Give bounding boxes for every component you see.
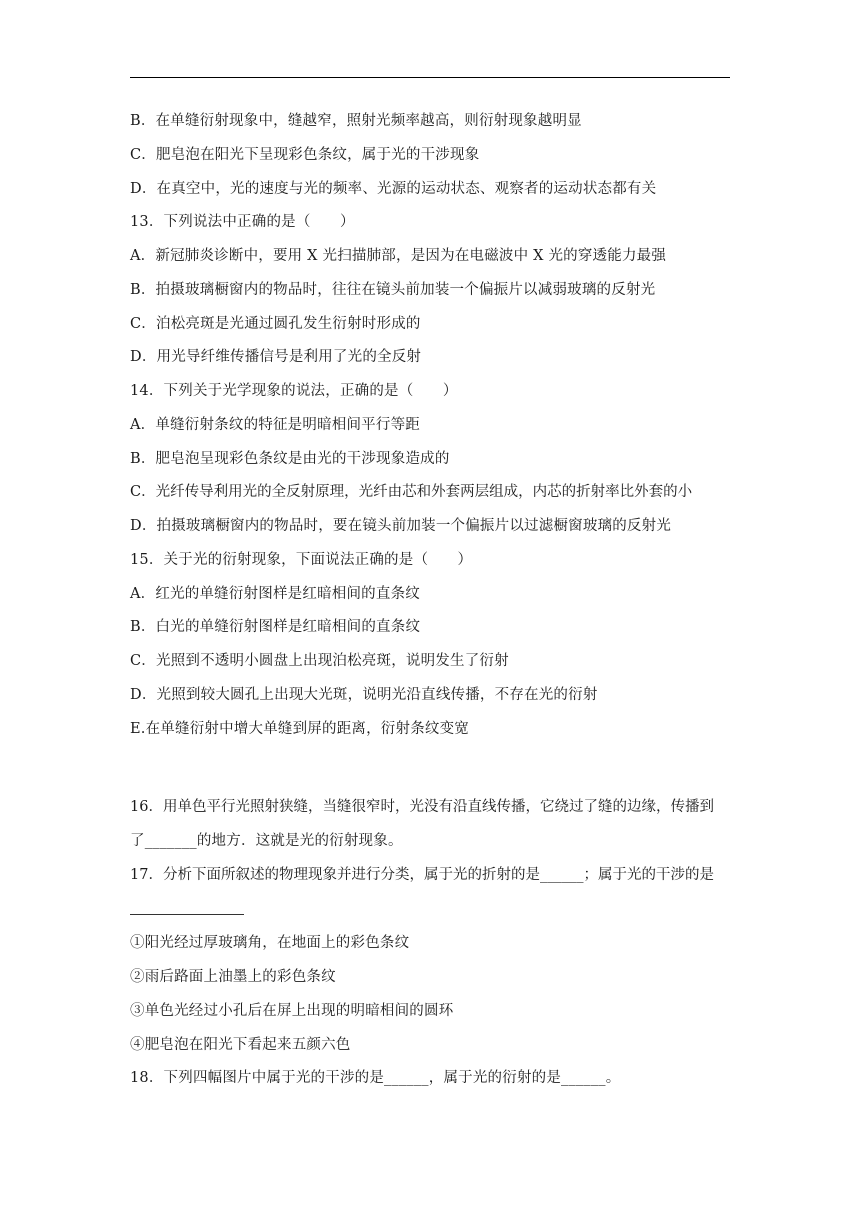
q14-option-b: B．肥皂泡呈现彩色条纹是由光的干涉现象造成的 (130, 451, 450, 467)
q15-option-b: B．白光的单缝衍射图样是红暗相间的直条纹 (130, 619, 421, 635)
q15-option-e: E.在单缝衍射中增大单缝到屏的距离，衍射条纹变宽 (130, 721, 469, 737)
q15-option-a: A．红光的单缝衍射图样是红暗相间的直条纹 (130, 586, 420, 602)
q16-stem-line1: 16．用单色平行光照射狭缝，当缝很窄时，光没有沿直线传播，它绕过了缝的边缘，传播到 (130, 799, 714, 815)
q13-option-d: D．用光导纤维传播信号是利用了光的全反射 (130, 349, 422, 365)
q14-option-c: C．光纤传导利用光的全反射原理，光纤由芯和外套两层组成，内芯的折射率比外套的小 (130, 484, 693, 500)
q15-option-d: D．光照到较大圆孔上出现大光斑，说明光沿直线传播，不存在光的衍射 (130, 687, 598, 703)
q17-answer-blank (130, 914, 244, 915)
q17-stem: 17．分析下面所叙述的物理现象并进行分类，属于光的折射的是______；属于光的干涉的是 (130, 867, 714, 883)
q15-stem: 15．关于光的衍射现象，下面说法正确的是（ ） (130, 552, 473, 568)
q14-option-a: A．单缝衍射条纹的特征是明暗相间平行等距 (130, 417, 420, 433)
q18-stem: 18．下列四幅图片中属于光的干涉的是______，属于光的衍射的是______。 (130, 1070, 621, 1086)
q17-item-3: ③单色光经过小孔后在屏上出现的明暗相间的圆环 (130, 1003, 454, 1019)
q13-option-b: B．拍摄玻璃橱窗内的物品时，往往在镜头前加装一个偏振片以减弱玻璃的反射光 (130, 282, 656, 298)
header-rule (130, 77, 730, 78)
q15-option-c: C．光照到不透明小圆盘上出现泊松亮斑，说明发生了衍射 (130, 653, 509, 669)
q13-stem: 13．下列说法中正确的是（ ） (130, 214, 355, 230)
q13-option-a: A．新冠肺炎诊断中，要用 X 光扫描肺部，是因为在电磁波中 X 光的穿透能力最强 (130, 248, 667, 264)
q12-option-b: B．在单缝衍射现象中，缝越窄，照射光频率越高，则衍射现象越明显 (130, 113, 582, 129)
q16-stem-line2: 了_______的地方．这就是光的衍射现象。 (130, 833, 403, 849)
q12-option-d: D．在真空中，光的速度与光的频率、光源的运动状态、观察者的运动状态都有关 (130, 181, 657, 197)
q14-stem: 14．下列关于光学现象的说法，正确的是（ ） (130, 383, 458, 399)
q12-option-c: C．肥皂泡在阳光下呈现彩色条纹，属于光的干涉现象 (130, 147, 480, 163)
q17-item-4: ④肥皂泡在阳光下看起来五颜六色 (130, 1037, 351, 1053)
q17-item-1: ①阳光经过厚玻璃角，在地面上的彩色条纹 (130, 935, 410, 951)
q17-item-2: ②雨后路面上油墨上的彩色条纹 (130, 969, 336, 985)
q13-option-c: C．泊松亮斑是光通过圆孔发生衍射时形成的 (130, 316, 421, 332)
q14-option-d: D．拍摄玻璃橱窗内的物品时，要在镜头前加装一个偏振片以过滤橱窗玻璃的反射光 (130, 518, 672, 534)
